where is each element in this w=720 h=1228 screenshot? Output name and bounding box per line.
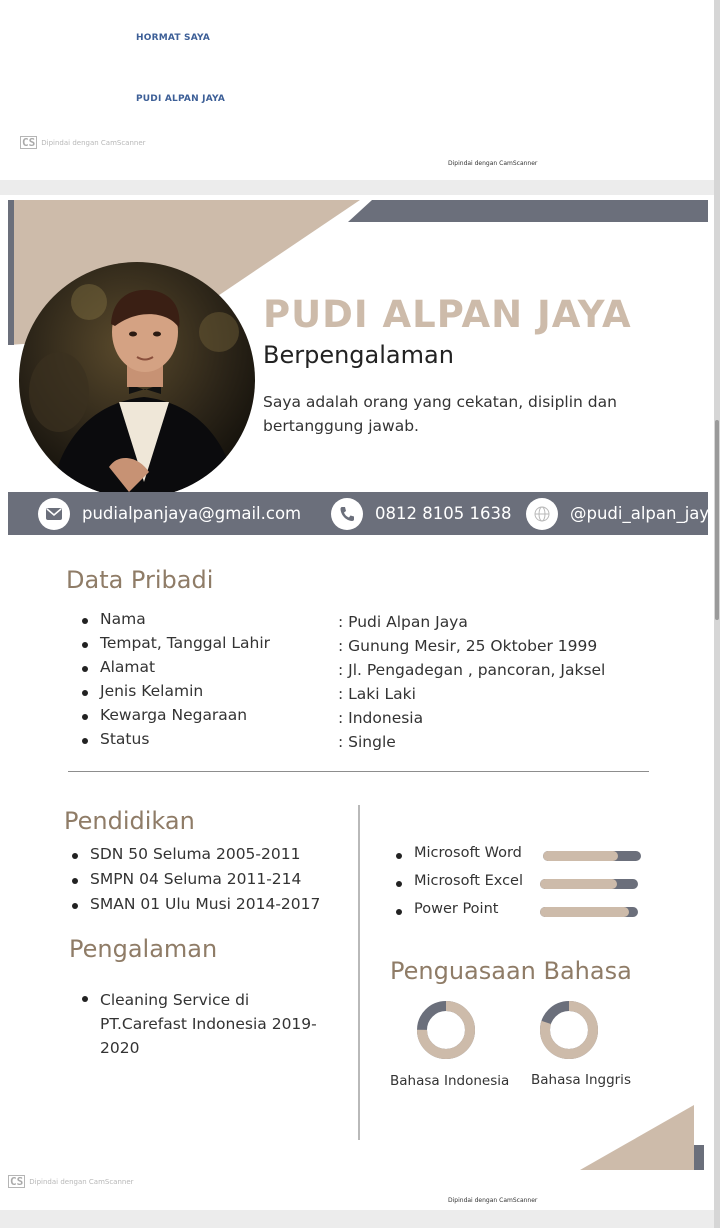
personal-label: Jenis Kelamin xyxy=(82,682,270,706)
skill-name: Microsoft Excel xyxy=(396,873,523,901)
skill-name: Power Point xyxy=(396,901,523,929)
contact-social xyxy=(526,492,709,535)
personal-value: : Single xyxy=(338,733,396,751)
education-title: Pendidikan xyxy=(64,807,195,835)
personal-label: Nama xyxy=(82,610,270,634)
scrollbar-thumb[interactable] xyxy=(715,420,719,620)
scrollbar-track[interactable] xyxy=(714,0,720,1228)
previous-page xyxy=(0,0,714,180)
column-divider xyxy=(358,805,360,1140)
beige-corner-triangle xyxy=(580,1105,694,1170)
social-handle: @pudi_alpan_jay xyxy=(570,504,710,523)
education-item: SDN 50 Seluma 2005-2011 xyxy=(72,845,320,870)
personal-label: Tempat, Tanggal Lahir xyxy=(82,634,270,658)
skill-bar-fill xyxy=(540,907,629,917)
slate-band xyxy=(348,200,708,222)
personal-value: : Jl. Pengadegan , pancoran, Jaksel xyxy=(338,661,606,679)
profile-summary: Saya adalah orang yang cekatan, disiplin dan bertanggung jawab. xyxy=(263,393,617,435)
camscanner-logo-icon: CS xyxy=(22,136,36,149)
skill-bar xyxy=(540,879,638,889)
left-edge-bar xyxy=(8,200,14,345)
experience-list xyxy=(82,988,322,1060)
phone-icon xyxy=(331,498,363,530)
scanner-watermark xyxy=(8,1175,134,1188)
language-donut-inggris xyxy=(537,998,601,1062)
personal-value: : Indonesia xyxy=(338,709,424,727)
personal-values xyxy=(338,610,605,754)
education-item: SMPN 04 Seluma 2011-214 xyxy=(72,870,320,895)
personal-data-title: Data Pribadi xyxy=(66,566,214,594)
language-label: Bahasa Inggris xyxy=(531,1072,631,1088)
scanner-watermark xyxy=(20,136,146,149)
section-divider xyxy=(68,771,649,772)
language-title: Penguasaan Bahasa xyxy=(390,957,632,985)
personal-value: : Laki Laki xyxy=(338,685,416,703)
scanner-watermark-text: Dipindai dengan CamScanner xyxy=(29,1177,134,1186)
footer-decoration xyxy=(580,1105,714,1175)
skill-bar xyxy=(543,851,641,861)
contact-email xyxy=(38,492,301,535)
slate-corner-bar xyxy=(694,1145,704,1170)
personal-label: Kewarga Negaraan xyxy=(82,706,270,730)
envelope-icon xyxy=(38,498,70,530)
profile-photo xyxy=(19,262,259,498)
scanner-footer: Dipindai dengan CamScanner xyxy=(448,160,538,167)
skill-bar-fill xyxy=(540,879,617,889)
scanner-footer: Dipindai dengan CamScanner xyxy=(448,1197,538,1204)
camscanner-logo-icon: CS xyxy=(10,1175,24,1188)
contact-bar xyxy=(8,492,708,535)
skill-bar-fill xyxy=(543,851,618,861)
personal-labels xyxy=(82,610,270,754)
personal-label: Alamat xyxy=(82,658,270,682)
experience-title: Pengalaman xyxy=(69,935,218,963)
signature-name: PUDI ALPAN JAYA xyxy=(136,94,226,104)
contact-phone xyxy=(331,492,511,535)
scanner-watermark-text: Dipindai dengan CamScanner xyxy=(41,138,146,147)
language-label: Bahasa Indonesia xyxy=(390,1073,510,1089)
cv-page xyxy=(0,195,714,1210)
email-text: pudialpanjaya@gmail.com xyxy=(82,504,302,523)
job-title: Berpengalaman xyxy=(263,341,454,369)
skill-bar xyxy=(540,907,638,917)
skills-list xyxy=(396,845,523,929)
personal-value: : Gunung Mesir, 25 Oktober 1999 xyxy=(338,637,598,655)
full-name: PUDI ALPAN JAYA xyxy=(263,293,632,336)
skill-name: Microsoft Word xyxy=(396,845,523,873)
experience-item: Cleaning Service di PT.Carefast Indonesia 2019-2020 xyxy=(82,988,322,1060)
personal-label: Status xyxy=(82,730,270,754)
language-donut-indonesia xyxy=(414,998,478,1062)
closing-text: HORMAT SAYA xyxy=(136,33,211,43)
education-item: SMAN 01 Ulu Musi 2014-2017 xyxy=(72,895,320,920)
phone-text: 0812 8105 1638 xyxy=(375,504,512,523)
education-list xyxy=(72,845,320,920)
personal-value: : Pudi Alpan Jaya xyxy=(338,613,468,631)
globe-icon xyxy=(526,498,558,530)
